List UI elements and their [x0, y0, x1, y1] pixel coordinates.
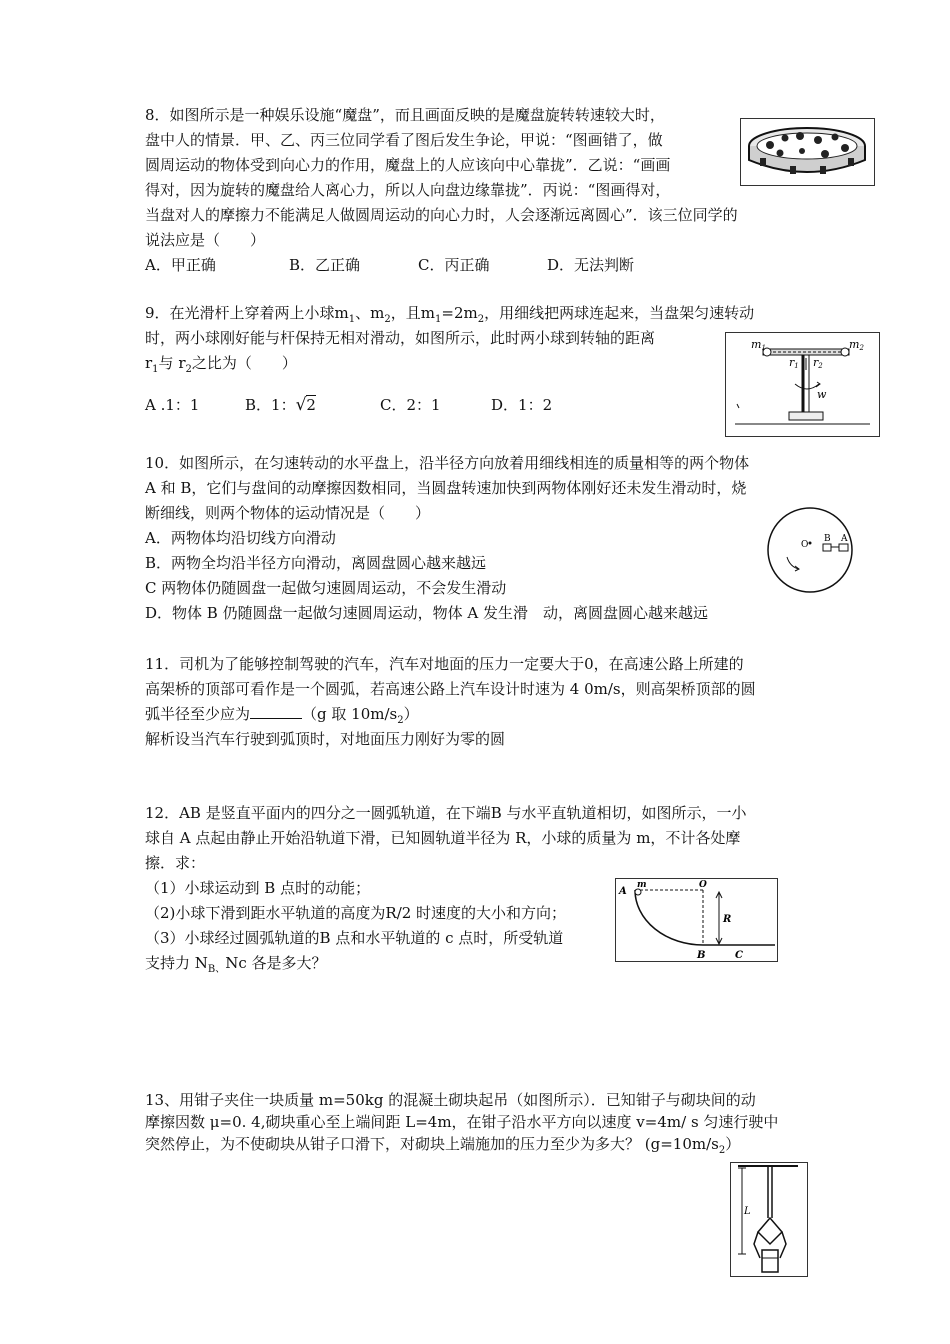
label-m: m: [637, 880, 647, 890]
q10-line-2: A 和 B，它们与盘间的动摩擦因数相同，当圆盘转速加快到两物体刚好还未发生滑动时，烧: [145, 479, 747, 497]
label-a: A: [841, 534, 848, 544]
q13-line-3: 突然停止，为不使砌块从钳子口滑下，对砌块上端施加的压力至少为多大？ $(g=10m/s_2)$: [145, 1135, 741, 1156]
q10-line-1: 10．如图所示，在匀速转动的水平盘上，沿半径方向放着用细线相连的质量相等的两个物体: [145, 454, 750, 472]
q8-option-b: B．乙正确: [289, 256, 361, 274]
q8-option-c: C．丙正确: [418, 256, 490, 274]
q8-line-2: 盘中人的情景．甲、乙、丙三位同学看了图后发生争论，甲说：“图画错了，做: [145, 131, 663, 149]
q9-line-2: 时，两小球刚好能与杆保持无相对滑动，如图所示，此时两小球到转轴的距离: [145, 329, 656, 347]
q9-option-a: A .1：1: [145, 396, 200, 414]
q13-line-2: 摩擦因数 μ=0. 4,砌块重心至上端间距 L=4m，在钳子沿水平方向以速度 v=4m/ s 匀速行驶中: [145, 1113, 779, 1131]
q13-line-1: 13、用钳子夹住一块质量 m=50kg 的混凝土砌块起吊（如图所示）．已知钳子与砌块间的动: [145, 1091, 756, 1109]
q12-line-1: 12．AB 是竖直平面内的四分之一圆弧轨道，在下端B 与水平直轨道相切，如图所示，一小: [145, 804, 747, 822]
tongs-block-figure: [730, 1162, 808, 1277]
label-r: R: [723, 914, 732, 925]
arc-track-figure: [615, 878, 778, 962]
q8-line-1: 8．如图所示是一种娱乐设施“魔盘”，而且画面反映的是魔盘旋转转速较大时，: [145, 106, 665, 124]
q12-line-6: （3）小球经过圆弧轨道的B 点和水平轨道的 c 点时，所受轨道: [145, 929, 564, 947]
q12-line-5: （2)小球下滑到距水平轨道的高度为R/2 时速度的大小和方向；: [145, 904, 567, 922]
q8-line-3: 圆周运动的物体受到向心力的作用，魔盘上的人应该向中心靠拢”．乙说：“画画: [145, 156, 671, 174]
q8-option-a: A．甲正确: [145, 256, 216, 274]
label-c: C: [735, 950, 743, 961]
answer-blank[interactable]: [250, 704, 302, 719]
q12-line-4: （1）小球运动到 B 点时的动能；: [145, 879, 371, 897]
label-r1: r1: [789, 356, 799, 370]
label-m1: m1: [751, 338, 766, 352]
q11-line-4: 解析设当汽车行驶到弧顶时，对地面压力刚好为零的圆: [145, 730, 506, 748]
label-o: O: [801, 540, 809, 550]
q8-line-4: 得对，因为旋转的魔盘给人离心力，所以人向盘边缘靠拢”．丙说：“图画得对，: [145, 181, 671, 199]
label-l: L: [744, 1206, 751, 1217]
q11-line-1: 11．司机为了能够控制驾驶的汽车，汽车对地面的压力一定要大于0，在高速公路上所建的: [145, 655, 744, 673]
turntable-figure: [765, 505, 855, 595]
label-a: A: [619, 886, 627, 897]
label-b: B: [824, 534, 831, 544]
q8-line-5: 当盘对人的摩擦力不能满足人做圆周运动的向心力时，人会逐渐远离圆心”．该三位同学的: [145, 206, 738, 224]
q9-line-1: 9．在光滑杆上穿着两上小球$m_1$、$m_2$，且$m_1=2m_2$，用细线把两球连起来，当盘架匀速转动: [145, 304, 755, 325]
label-b: B: [697, 950, 706, 961]
label-o: O: [699, 880, 707, 890]
q10-option-a: A．两物体均沿切线方向滑动: [145, 529, 336, 547]
rotating-rod-figure: [725, 332, 880, 437]
q9-option-c: C．2：1: [380, 396, 441, 414]
q12-line-7: 支持力 $N_{B、}Nc$ 各是多大？: [145, 954, 327, 975]
label-w: w: [817, 388, 827, 401]
q10-option-b: B．两物全均沿半径方向滑动，离圆盘圆心越来越远: [145, 554, 487, 572]
q10-option-d: D．物体 B 仍随圆盘一起做匀速圆周运动，物体 A 发生滑 动，离圆盘圆心越来越远: [145, 604, 708, 622]
q11-line-3: 弧半径至少应为 （g 取 $10m/s_2$）: [145, 705, 419, 726]
q10-option-c: C 两物体仍随圆盘一起做匀速圆周运动，不会发生滑动: [145, 579, 507, 597]
q8-line-6: 说法应是（ ）: [145, 231, 266, 249]
label-m2: m2: [849, 338, 864, 352]
q10-line-3: 断细线，则两个物体的运动情况是（ ）: [145, 504, 431, 522]
magic-disk-figure: [740, 118, 875, 186]
q11-line-2: 高架桥的顶部可看作是一个圆弧，若高速公路上汽车设计时速为 4 0m/s，则高架桥顶部的圆: [145, 680, 756, 698]
q12-line-2: 球自 A 点起由静止开始沿轨道下滑，已知圆轨道半径为 R，小球的质量为 m，不计各处摩: [145, 829, 741, 847]
q9-option-b: B．1：√2: [245, 395, 316, 415]
q12-line-3: 擦．求：: [145, 854, 206, 872]
label-r2: r2: [813, 356, 823, 370]
q9-line-3: $r_1$与 $r_2$之比为（ ）: [145, 354, 297, 375]
q8-option-d: D．无法判断: [547, 256, 635, 274]
q9-option-d: D．1：2: [491, 396, 553, 414]
